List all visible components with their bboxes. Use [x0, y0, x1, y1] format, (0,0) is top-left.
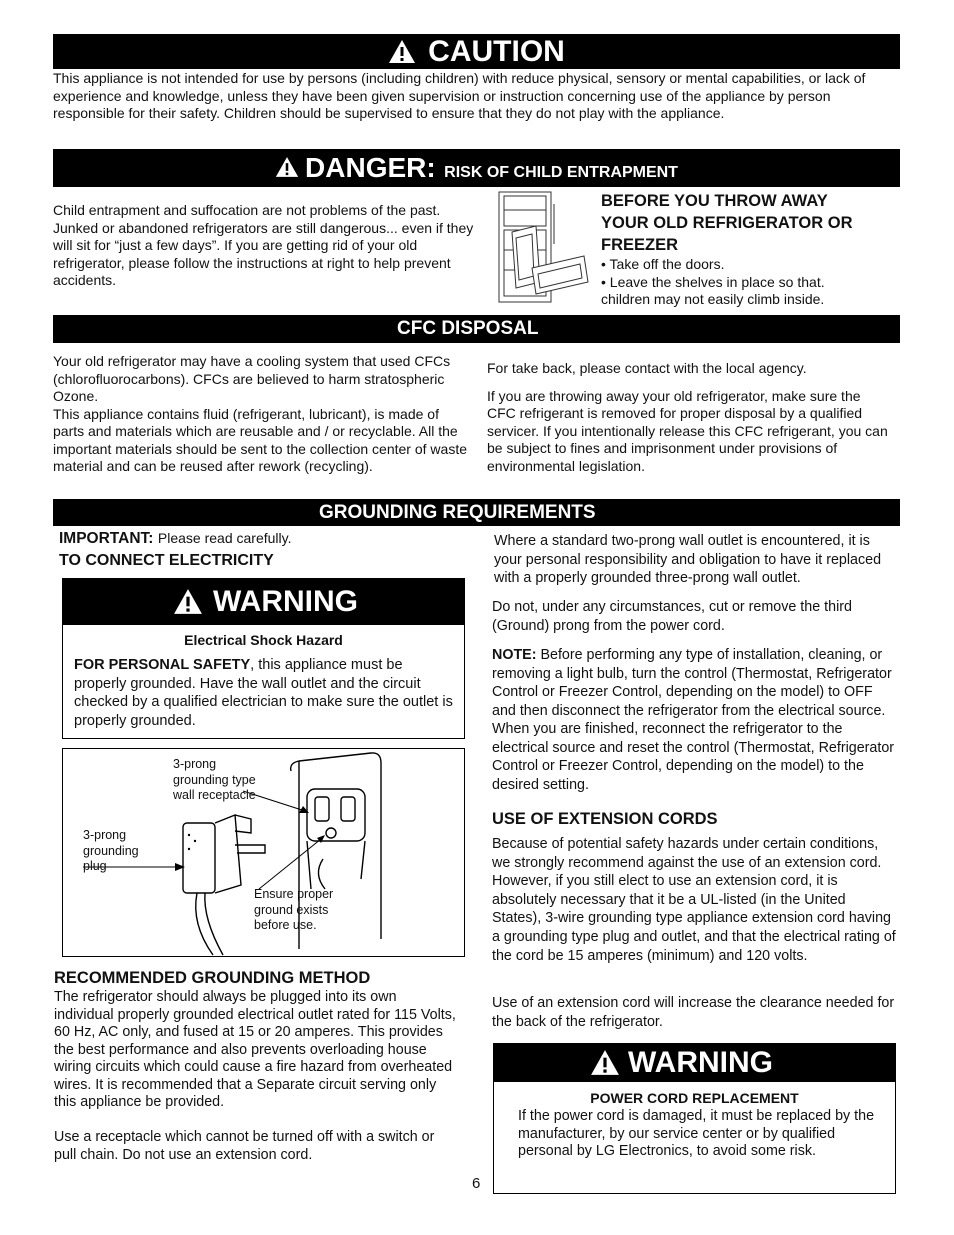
cfc-left-p1: Your old refrigerator may have a cooling system that used CFCs (chlorofluorocarbons). CFCs are believed to harm stratospheric Ozone.: [53, 353, 451, 404]
bullet-item: • Leave the shelves in place so that. children may not easily climb inside.: [601, 273, 825, 307]
refrigerator-illustration: [494, 190, 594, 308]
danger-bar: [53, 149, 900, 187]
warning-title: WARNING: [213, 585, 358, 618]
warning-title: WARNING: [628, 1046, 773, 1079]
warning-body: [74, 656, 454, 730]
warning-box-power-cord: [493, 1043, 896, 1194]
ensure-ground-label: Ensure proper ground exists before use.: [254, 887, 334, 932]
grounding-right-p1: Where a standard two-prong wall outlet is encountered, it is your personal responsibility and obligation to have it replaced with a properly grounded three-prong wall outlet.: [494, 533, 882, 586]
note-paragraph: [492, 646, 896, 794]
method-p2: Use a receptacle which cannot be turned off with a switch or pull chain. Do not use an extension cord.: [54, 1129, 435, 1163]
plug-diagram: [62, 748, 465, 957]
cfc-left-p2: This appliance contains fluid (refrigerant, lubricant), is made of parts and materials which are reusable and / or recyclable. All the important materials should be sent to the collection center of waste material and can be reused after rework (recycling).: [53, 405, 467, 474]
extension-title: USE OF EXTENSION CORDS: [492, 810, 718, 828]
warning-header: [494, 1044, 895, 1082]
danger-subtitle: RISK OF CHILD ENTRAPMENT: [444, 164, 678, 181]
caution-title: CAUTION: [428, 35, 565, 68]
note-label: NOTE:: [492, 647, 537, 663]
cfc-left: [53, 353, 471, 476]
caution-bar: [53, 34, 900, 69]
page-number: 6: [472, 1175, 481, 1192]
throw-away-block: [601, 190, 891, 309]
danger-title: DANGER:: [305, 152, 436, 183]
warning-triangle-icon: [275, 156, 299, 183]
important-text: Please read carefully.: [157, 530, 292, 546]
warning-box-electrical: [62, 578, 465, 739]
method-title: RECOMMENDED GROUNDING METHOD: [54, 969, 371, 987]
extension-p2: Use of an extension cord will increase the clearance needed for the back of the refrigerator.: [492, 995, 895, 1030]
bullet-item: • Take off the doors.: [601, 256, 725, 272]
cfc-right: [487, 360, 892, 475]
plug-label: 3-prong grounding plug: [83, 828, 139, 873]
cfc-right-p1: For take back, please contact with the local agency.: [487, 360, 807, 376]
warning-subtitle: POWER CORD REPLACEMENT: [590, 1090, 799, 1106]
grounding-right-p2: Do not, under any circumstances, cut or remove the third (Ground) prong from the power cord.: [492, 599, 852, 634]
note-text: Before performing any type of installation, cleaning, or removing a light bulb, turn the control (Thermostat, Refrigerator Control or Freezer Control, depending on the model) to OFF and then disconnect the refrigerator from the electrical source. When you are finished, reconnect the refrigerator to the electrical source and reset the control (Thermostat, Refrigerator Control or Freezer Control, depending on the model) to the desired setting.: [492, 647, 895, 793]
grounding-title: GROUNDING REQUIREMENTS: [319, 502, 596, 523]
cfc-bar: [53, 315, 900, 343]
warning-body: If the power cord is damaged, it must be replaced by the manufacturer, by our service center or by qualified personal by LG Electronics, to avoid some risk.: [518, 1108, 875, 1159]
warning-lead: FOR PERSONAL SAFETY: [74, 657, 251, 673]
cfc-right-p2: If you are throwing away your old refrigerator, make sure the CFC refrigerant is removed for proper disposal by a qualified servicer. If you intentionally release this CFC refrigerant, you can be subject to fines and imprisonment under provisions of environmental legislation.: [487, 387, 888, 474]
extension-p1: Because of potential safety hazards under certain conditions, we strongly recommend against the use of an extension cord. However, if you still elect to use an extension cord, it is absolutely necessary that it be a UL-listed (in the United States), 3-wire grounding type appliance extension cord having a grounding type plug and outlet, and that the electrical rating of the cord be 15 amperes (minimum) and 120 volts.: [492, 836, 896, 964]
warning-triangle-icon: [173, 588, 203, 620]
method-p1: The refrigerator should always be plugged into its own individual properly grounded electrical outlet rated for 115 Volts, 60 Hz, AC only, and fused at 15 or 20 amperes. This provides the best performance and also prevents overloading house wiring circuits which could cause a fire hazard from overheated wires. It is recommended that a Separate circuit serving only this appliance be provided.: [54, 989, 456, 1110]
receptacle-label: 3-prong grounding type wall receptacle: [173, 757, 256, 802]
cfc-title: CFC DISPOSAL: [397, 318, 539, 339]
connect-heading: TO CONNECT ELECTRICITY: [59, 552, 274, 569]
important-line: [59, 529, 459, 549]
warning-header: [63, 579, 464, 625]
important-label: IMPORTANT:: [59, 530, 154, 547]
grounding-bar: [53, 499, 900, 526]
danger-text: Child entrapment and suffocation are not problems of the past. Junked or abandoned refrigerators are still dangerous... even if they will sit for “just a few days”. If you are getting rid of your old refrigerator, please follow the instructions at right to help prevent accidents.: [53, 202, 474, 288]
caution-text: This appliance is not intended for use by persons (including children) with reduce physical, sensory or mental capabilities, or lack of experience and knowledge, unless they have been given supervision or instruction concerning use of the appliance by person responsible for their safety. Children should be supervised to ensure that they do not play with the appliance.: [53, 70, 866, 121]
throw-away-heading: BEFORE YOU THROW AWAY YOUR OLD REFRIGERATOR OR FREEZER: [601, 192, 853, 254]
warning-triangle-icon: [590, 1049, 620, 1081]
warning-triangle-icon: [388, 39, 416, 69]
warning-text: , this appliance must be properly grounded. Have the wall outlet and the circuit checked by a qualified electrician to make sure the outlet is properly grounded.: [74, 657, 453, 729]
warning-subtitle: Electrical Shock Hazard: [184, 632, 343, 648]
